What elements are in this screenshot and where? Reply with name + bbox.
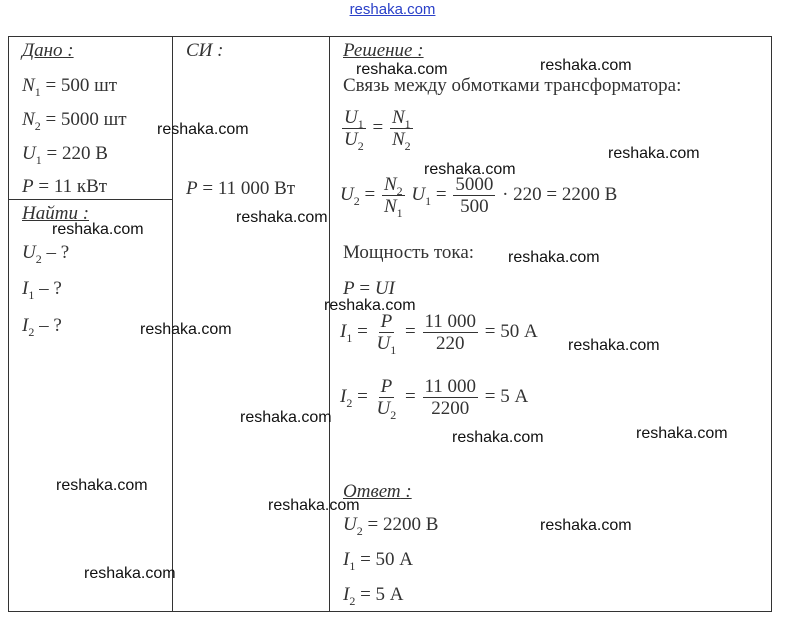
- column-divider-si: [329, 36, 330, 612]
- solution-heading: Решение :: [343, 40, 424, 61]
- power-heading: Мощность тока:: [343, 242, 475, 263]
- find-heading: Найти :: [22, 203, 90, 224]
- watermark: reshaka.com: [52, 221, 144, 238]
- given-p: P = 11 кВт: [22, 176, 108, 197]
- watermark: reshaka.com: [424, 161, 516, 178]
- watermark: reshaka.com: [140, 321, 232, 338]
- i1-formula: $I_1$ = $\frac{P}{U_1}$ = $\frac{11 000}{220}$ = 50 А: [340, 311, 538, 357]
- watermark: reshaka.com: [84, 565, 176, 582]
- given-n2: $N_2 = 5000$ шт: [22, 109, 127, 133]
- power-formula: P = UI: [343, 278, 395, 299]
- watermark: reshaka.com: [508, 249, 600, 266]
- watermark: reshaka.com: [56, 477, 148, 494]
- solution-intro: Связь между обмотками трансформатора:: [343, 75, 682, 96]
- watermark: reshaka.com: [608, 145, 700, 162]
- given-u1: $U_1 = 220$ В: [22, 143, 108, 167]
- watermark: reshaka.com: [268, 497, 360, 514]
- u2-formula: $U_2$ = $\frac{N_2}{N_1}$ $U_1$ = $\frac{5000}{500}$ · 220 = 2200 В: [340, 174, 618, 220]
- si-heading: СИ :: [186, 40, 224, 61]
- watermark: reshaka.com: [356, 61, 448, 78]
- find-i1: $I_1$ – ?: [22, 278, 62, 302]
- find-u2: $U_2$ – ?: [22, 242, 70, 266]
- watermark: reshaka.com: [540, 57, 632, 74]
- watermark: reshaka.com: [157, 121, 249, 138]
- watermark: reshaka.com: [636, 425, 728, 442]
- given-n1: $N_1 = 500$ шт: [22, 75, 118, 99]
- watermark: reshaka.com: [236, 209, 328, 226]
- answer-u2: $U_2 = 2200$ В: [343, 514, 439, 538]
- answer-i2: $I_2 = 5$ А: [343, 584, 404, 608]
- answer-heading: Ответ :: [343, 481, 412, 502]
- given-find-divider: [8, 199, 172, 200]
- watermark: reshaka.com: [452, 429, 544, 446]
- si-p: P = 11 000 Вт: [186, 178, 296, 199]
- watermark: reshaka.com: [324, 297, 416, 314]
- answer-i1: $I_1 = 50$ А: [343, 549, 414, 573]
- find-i2: $I_2$ – ?: [22, 315, 62, 339]
- watermark: reshaka.com: [568, 337, 660, 354]
- watermark: reshaka.com: [240, 409, 332, 426]
- site-link[interactable]: reshaka.com: [349, 1, 436, 18]
- i2-formula: $I_2$ = $\frac{P}{U_2}$ = $\frac{11 000}{2200}$ = 5 А: [340, 376, 529, 422]
- watermark: reshaka.com: [540, 517, 632, 534]
- given-heading: Дано :: [22, 40, 74, 61]
- ratio-formula: $\frac{U_1}{U_2}$ = $\frac{N_1}{N_2}$: [344, 107, 411, 153]
